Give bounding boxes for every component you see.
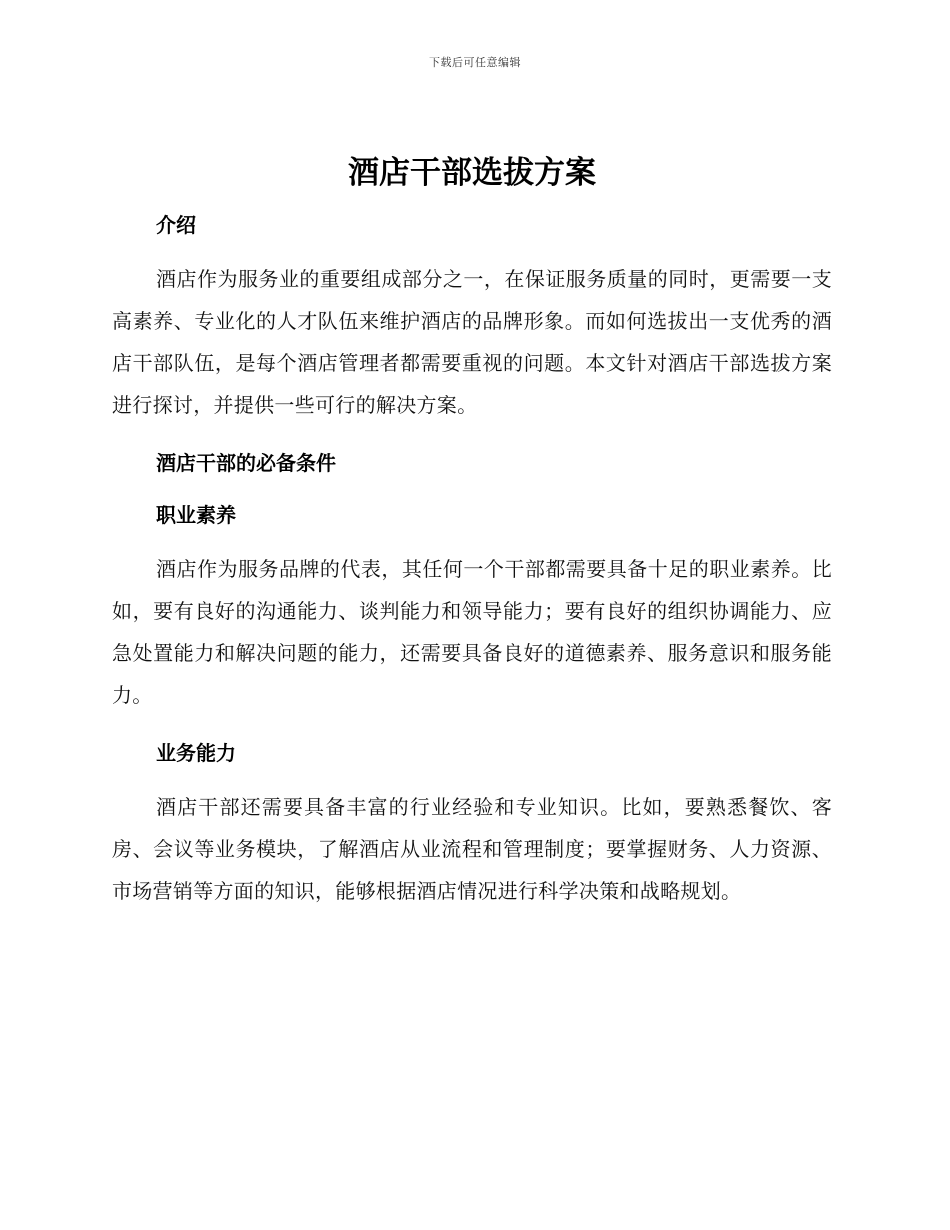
section-heading-business: 业务能力 [156, 741, 236, 765]
document-content [112, 150, 832, 912]
header-note: 下载后可任意编辑 [429, 56, 521, 69]
section-body-business: 酒店干部还需要具备丰富的行业经验和专业知识。比如，要熟悉餐饮、客房、会议等业务模块，了解酒店从业流程和管理制度；要掌握财务、人力资源、市场营销等方面的知识，能够根据酒店情况进行科学决策和战略规划。 [112, 795, 832, 903]
section-heading-intro: 介绍 [156, 213, 196, 237]
section-body-professionalism: 酒店作为服务品牌的代表，其任何一个干部都需要具备十足的职业素养。比如，要有良好的沟通能力、谈判能力和领导能力；要有良好的组织协调能力、应急处置能力和解决问题的能力，还需要具备良好的道德素养、服务意识和服务能力。 [112, 557, 832, 707]
section-heading-professionalism: 职业素养 [156, 503, 236, 527]
section-heading-requirements: 酒店干部的必备条件 [156, 451, 336, 475]
section-body-intro: 酒店作为服务业的重要组成部分之一，在保证服务质量的同时，更需要一支高素养、专业化的人才队伍来维护酒店的品牌形象。而如何选拔出一支优秀的酒店干部队伍，是每个酒店管理者都需要重视的问题。本文针对酒店干部选拔方案进行探讨，并提供一些可行的解决方案。 [112, 267, 832, 417]
document-title: 酒店干部选拔方案 [348, 155, 596, 191]
